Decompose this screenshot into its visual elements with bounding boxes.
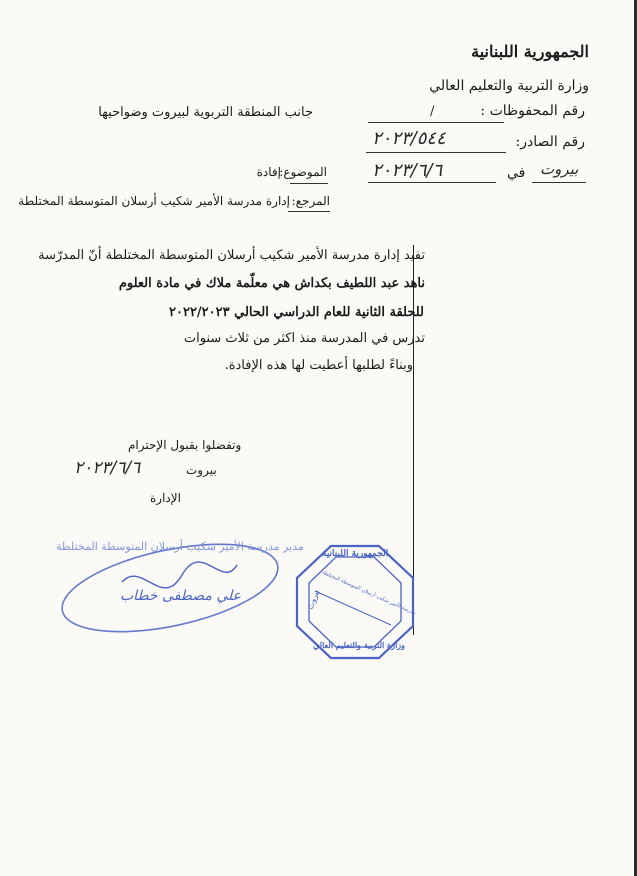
seal-left-text: بيروت (305, 588, 321, 611)
republic-title: الجمهورية اللبنانية (471, 42, 589, 61)
ministry-title: وزارة التربية والتعليم العالي (429, 78, 589, 94)
closing-place: بيروت (186, 463, 217, 477)
issued-number-blank (366, 152, 506, 153)
saved-number-value: / (430, 104, 435, 119)
seal-bottom-text: وزارة التربية والتعليم العالي (313, 640, 406, 650)
signature-stamp (52, 520, 292, 640)
seal-top-text: الجمهورية اللبنانية (322, 549, 389, 559)
subject-value: إفادة (256, 165, 281, 179)
saved-number-blank (368, 122, 504, 123)
reference-value: إدارة مدرسة الأمير شكيب أرسلان المتوسطة المختلطة (18, 194, 290, 208)
seal-center-text: مدرسة الأمير شكيب أرسلان المتوسطة المختلطة (321, 569, 417, 617)
place-handwritten: بيروت (540, 160, 579, 178)
date-blank (368, 182, 496, 183)
stamp-school-line: مدير مدرسة الأمير شكيب أرسلان المتوسطة المختلطة (56, 540, 304, 553)
signature-stroke (122, 562, 237, 588)
reference-underline (288, 211, 330, 212)
subject-underline (290, 183, 328, 184)
stamp-signer: علي مصطفى خطاب (120, 588, 242, 604)
issued-number-label: رقم الصادر: (515, 134, 585, 150)
subject-label: الموضوع: (279, 165, 327, 179)
issued-number-value: ٢٠٢٣/٥٤٤ (372, 128, 446, 149)
date-in-label: في (507, 165, 526, 181)
date-handwritten: ٢٠٢٣/٦/٦ (372, 160, 443, 181)
body-line-5: وبناءً لطلبها أعطيت لها هذه الإفادة. (224, 358, 413, 373)
body-line-3: للحلقة الثانية للعام الدراسي الحالي ٢٠٢٢/٢٠٢٣ (169, 305, 424, 320)
closing-administration: الإدارة (150, 491, 181, 505)
closing-date: ٢٠٢٣/٦/٦ (74, 458, 141, 478)
body-line-4: تدرس في المدرسة منذ اكثر من ثلاث سنوات (183, 331, 425, 346)
body-line-2: ناهد عبد اللطيف بكداش هي معلّمة ملاك في مادة العلوم (118, 276, 425, 291)
addressee: جانب المنطقة التربوية لبيروت وضواحيها (98, 105, 313, 120)
body-line-1: تفيد إدارة مدرسة الأمير شكيب أرسلان المتوسطة المختلطة أنّ المدرّسة (38, 248, 425, 263)
place-blank (532, 182, 586, 183)
saved-number-label: رقم المحفوظات : (480, 103, 585, 119)
closing-greeting: وتفضلوا بقبول الإحترام (128, 438, 242, 452)
reference-label: المرجع: (291, 194, 330, 208)
